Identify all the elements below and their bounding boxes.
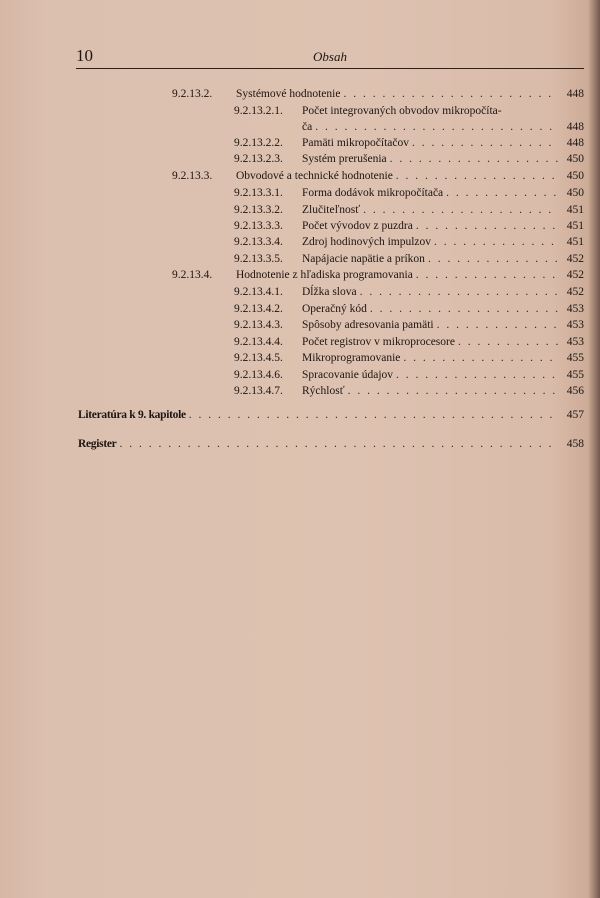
dot-leader bbox=[387, 152, 558, 166]
entry-number: 9.2.13.3. bbox=[172, 170, 213, 182]
entry-page: 450 bbox=[566, 187, 584, 199]
dot-leader bbox=[360, 203, 558, 217]
entry-title: Rýchlosť bbox=[302, 385, 345, 397]
entry-title: Register bbox=[78, 438, 117, 450]
entry-page: 458 bbox=[566, 438, 584, 450]
entry-title: Systémové hodnotenie bbox=[236, 88, 341, 100]
entry-title: Literatúra k 9. kapitole bbox=[78, 409, 186, 421]
entry-title: Operačný kód bbox=[302, 303, 367, 315]
entry-page: 448 bbox=[566, 137, 584, 149]
entry-title: ča bbox=[302, 121, 313, 133]
dot-leader bbox=[434, 318, 558, 332]
toc-entry[interactable] bbox=[234, 104, 584, 118]
toc-entry[interactable] bbox=[234, 318, 584, 332]
entry-page: 452 bbox=[566, 286, 584, 298]
entry-page: 448 bbox=[566, 88, 584, 100]
entry-page: 451 bbox=[566, 204, 584, 216]
toc-entry[interactable] bbox=[234, 203, 584, 217]
dot-leader bbox=[431, 235, 558, 249]
entry-title: Zlučiteľnosť bbox=[302, 204, 361, 216]
entry-number: 9.2.13.4.1. bbox=[234, 286, 283, 298]
entry-number: 9.2.13.4.7. bbox=[234, 385, 283, 397]
toc-entry[interactable] bbox=[234, 186, 584, 200]
entry-page: 451 bbox=[566, 236, 584, 248]
entry-page: 453 bbox=[566, 303, 584, 315]
toc-entry-literature[interactable] bbox=[78, 408, 584, 422]
entry-page: 457 bbox=[566, 409, 584, 421]
dot-leader bbox=[340, 87, 558, 101]
entry-number: 9.2.13.4.4. bbox=[234, 336, 283, 348]
entry-number: 9.2.13.3.5. bbox=[234, 253, 283, 265]
entry-title: Mikroprogramovanie bbox=[302, 352, 401, 364]
entry-number: 9.2.13.3.4. bbox=[234, 236, 283, 248]
entry-page: 453 bbox=[566, 336, 584, 348]
dot-leader bbox=[312, 120, 558, 134]
toc-entry[interactable] bbox=[234, 136, 584, 150]
entry-title: Obvodové a technické hodnotenie bbox=[236, 170, 393, 182]
entry-title: Počet vývodov z puzdra bbox=[302, 220, 413, 232]
entry-page: 451 bbox=[566, 220, 584, 232]
entry-number: 9.2.13.2.3. bbox=[234, 153, 283, 165]
entry-page: 448 bbox=[566, 121, 584, 133]
toc-entry[interactable] bbox=[172, 268, 584, 282]
dot-leader bbox=[455, 335, 558, 349]
entry-number: 9.2.13.3.3. bbox=[234, 220, 283, 232]
page-edge-shadow bbox=[588, 0, 600, 898]
entry-number: 9.2.13.2. bbox=[172, 88, 213, 100]
dot-leader bbox=[367, 302, 558, 316]
entry-number: 9.2.13.4.6. bbox=[234, 369, 283, 381]
dot-leader bbox=[443, 186, 558, 200]
entry-title: Dĺžka slova bbox=[302, 286, 357, 298]
dot-leader bbox=[425, 252, 558, 266]
toc-entry[interactable] bbox=[234, 351, 584, 365]
entry-number: 9.2.13.3.1. bbox=[234, 187, 283, 199]
dot-leader bbox=[186, 408, 558, 422]
entry-title: Zdroj hodinových impulzov bbox=[302, 236, 432, 248]
dot-leader bbox=[116, 437, 558, 451]
entry-page: 456 bbox=[566, 385, 584, 397]
dot-leader bbox=[393, 169, 558, 183]
page-header bbox=[76, 46, 584, 69]
entry-number: 9.2.13.2.1. bbox=[234, 105, 283, 117]
entry-page: 452 bbox=[566, 269, 584, 281]
entry-page: 453 bbox=[566, 319, 584, 331]
entry-title: Spôsoby adresovania pamäti bbox=[302, 319, 434, 331]
entry-title: Počet integrovaných obvodov mikropočíta- bbox=[302, 105, 502, 117]
dot-leader bbox=[357, 285, 558, 299]
toc-entry[interactable] bbox=[234, 368, 584, 382]
dot-leader bbox=[400, 351, 558, 365]
toc-entry[interactable] bbox=[172, 87, 584, 101]
dot-leader bbox=[345, 384, 558, 398]
entry-title: Pamäti mikropočítačov bbox=[302, 137, 409, 149]
dot-leader bbox=[413, 268, 558, 282]
toc-entry[interactable] bbox=[234, 252, 584, 266]
toc-entry[interactable] bbox=[234, 285, 584, 299]
page-number: 10 bbox=[76, 46, 93, 65]
entry-page: 450 bbox=[566, 170, 584, 182]
entry-number: 9.2.13.4.5. bbox=[234, 352, 283, 364]
entry-title: Forma dodávok mikropočítača bbox=[302, 187, 444, 199]
toc-entry[interactable] bbox=[234, 219, 584, 233]
toc-entry[interactable] bbox=[234, 384, 584, 398]
toc-entry-continuation[interactable] bbox=[302, 120, 584, 134]
entry-title: Hodnotenie z hľadiska programovania bbox=[236, 269, 413, 281]
entry-number: 9.2.13.4.2. bbox=[234, 303, 283, 315]
entry-page: 455 bbox=[566, 352, 584, 364]
toc-entry[interactable] bbox=[234, 302, 584, 316]
entry-title: Spracovanie údajov bbox=[302, 369, 394, 381]
toc-entry[interactable] bbox=[172, 169, 584, 183]
running-title: Obsah bbox=[313, 49, 347, 64]
dot-leader bbox=[409, 136, 558, 150]
entry-title: Systém prerušenia bbox=[302, 153, 387, 165]
toc-entry-register[interactable] bbox=[78, 437, 584, 451]
entry-page: 455 bbox=[566, 369, 584, 381]
entry-number: 9.2.13.4.3. bbox=[234, 319, 283, 331]
toc-entry[interactable] bbox=[234, 335, 584, 349]
entry-number: 9.2.13.4. bbox=[172, 269, 213, 281]
toc-entry[interactable] bbox=[234, 235, 584, 249]
entry-title: Napájacie napätie a príkon bbox=[302, 253, 425, 265]
entry-title: Počet registrov v mikroprocesore bbox=[302, 336, 455, 348]
dot-leader bbox=[413, 219, 558, 233]
entry-page: 452 bbox=[566, 253, 584, 265]
entry-number: 9.2.13.2.2. bbox=[234, 137, 283, 149]
entry-number: 9.2.13.3.2. bbox=[234, 204, 283, 216]
toc-entry[interactable] bbox=[234, 152, 584, 166]
entry-page: 450 bbox=[566, 153, 584, 165]
dot-leader bbox=[393, 368, 558, 382]
